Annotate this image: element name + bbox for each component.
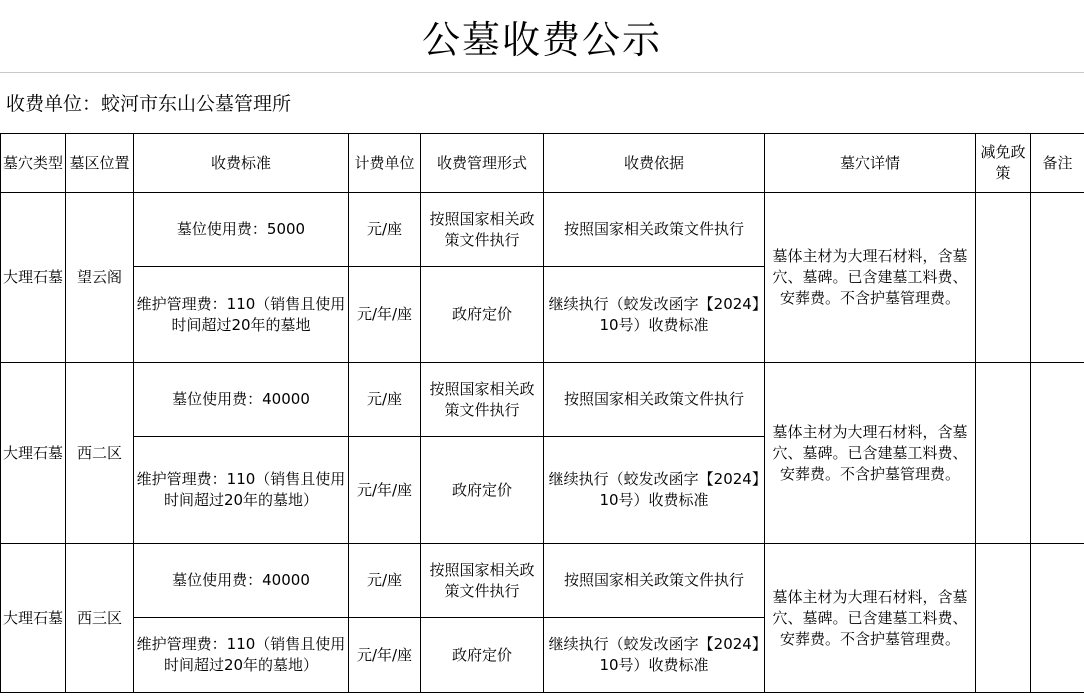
basis-cell: 继续执行（蛟发改函字【2024】10号）收费标准 xyxy=(544,437,765,544)
basis-cell: 继续执行（蛟发改函字【2024】10号）收费标准 xyxy=(544,267,765,363)
fee-table xyxy=(0,133,1084,693)
table-row xyxy=(1,544,1084,618)
header-cell: 收费管理形式 xyxy=(421,134,544,193)
basis-cell: 按照国家相关政策文件执行 xyxy=(544,363,765,437)
fee-standard-cell: 维护管理费：110（销售且使用时间超过20年的墓地） xyxy=(134,437,349,544)
management-form-cell: 政府定价 xyxy=(421,267,544,363)
billing-unit-cell: 元/座 xyxy=(349,193,421,267)
management-form-cell: 政府定价 xyxy=(421,437,544,544)
basis-cell: 按照国家相关政策文件执行 xyxy=(544,544,765,618)
location-cell: 西三区 xyxy=(66,544,134,693)
header-cell: 墓区位置 xyxy=(66,134,134,193)
header-cell: 计费单位 xyxy=(349,134,421,193)
relief-policy-cell xyxy=(976,363,1031,544)
remark-cell xyxy=(1031,363,1084,544)
table-header-row xyxy=(1,134,1084,193)
charging-unit-line: 收费单位：蛟河市东山公墓管理所 xyxy=(6,93,292,115)
relief-policy-cell xyxy=(976,193,1031,363)
management-form-cell: 按照国家相关政策文件执行 xyxy=(421,363,544,437)
basis-cell: 按照国家相关政策文件执行 xyxy=(544,193,765,267)
location-cell: 望云阁 xyxy=(66,193,134,363)
header-cell: 墓穴类型 xyxy=(1,134,66,193)
basis-cell: 继续执行（蛟发改函字【2024】10号）收费标准 xyxy=(544,618,765,693)
fee-standard-cell: 维护管理费：110（销售且使用时间超过20年的墓地 xyxy=(134,267,349,363)
grave-detail-cell: 墓体主材为大理石材料，含墓穴、墓碑。已含建墓工料费、安葬费。不含护墓管理费。 xyxy=(765,193,976,363)
table-row xyxy=(1,363,1084,437)
fee-standard-cell: 维护管理费：110（销售且使用时间超过20年的墓地） xyxy=(134,618,349,693)
management-form-cell: 按照国家相关政策文件执行 xyxy=(421,544,544,618)
page-title: 公墓收费公示 xyxy=(0,0,1084,73)
remark-cell xyxy=(1031,544,1084,693)
header-cell: 收费标准 xyxy=(134,134,349,193)
billing-unit-cell: 元/年/座 xyxy=(349,618,421,693)
management-form-cell: 按照国家相关政策文件执行 xyxy=(421,193,544,267)
fee-standard-cell: 墓位使用费：5000 xyxy=(134,193,349,267)
grave-detail-cell: 墓体主材为大理石材料，含墓穴、墓碑。已含建墓工料费、安葬费。不含护墓管理费。 xyxy=(765,363,976,544)
grave-detail-cell: 墓体主材为大理石材料，含墓穴、墓碑。已含建墓工料费、安葬费。不含护墓管理费。 xyxy=(765,544,976,693)
management-form-cell: 政府定价 xyxy=(421,618,544,693)
fee-standard-cell: 墓位使用费：40000 xyxy=(134,544,349,618)
header-cell: 备注 xyxy=(1031,134,1084,193)
billing-unit-cell: 元/年/座 xyxy=(349,267,421,363)
grave-type-cell: 大理石墓 xyxy=(1,193,66,363)
relief-policy-cell xyxy=(976,544,1031,693)
location-cell: 西二区 xyxy=(66,363,134,544)
table-row xyxy=(1,193,1084,267)
billing-unit-cell: 元/座 xyxy=(349,363,421,437)
fee-standard-cell: 墓位使用费：40000 xyxy=(134,363,349,437)
header-cell: 收费依据 xyxy=(544,134,765,193)
remark-cell xyxy=(1031,193,1084,363)
billing-unit-cell: 元/年/座 xyxy=(349,437,421,544)
header-cell: 减免政策 xyxy=(976,134,1031,193)
header-cell: 墓穴详情 xyxy=(765,134,976,193)
grave-type-cell: 大理石墓 xyxy=(1,363,66,544)
grave-type-cell: 大理石墓 xyxy=(1,544,66,693)
billing-unit-cell: 元/座 xyxy=(349,544,421,618)
